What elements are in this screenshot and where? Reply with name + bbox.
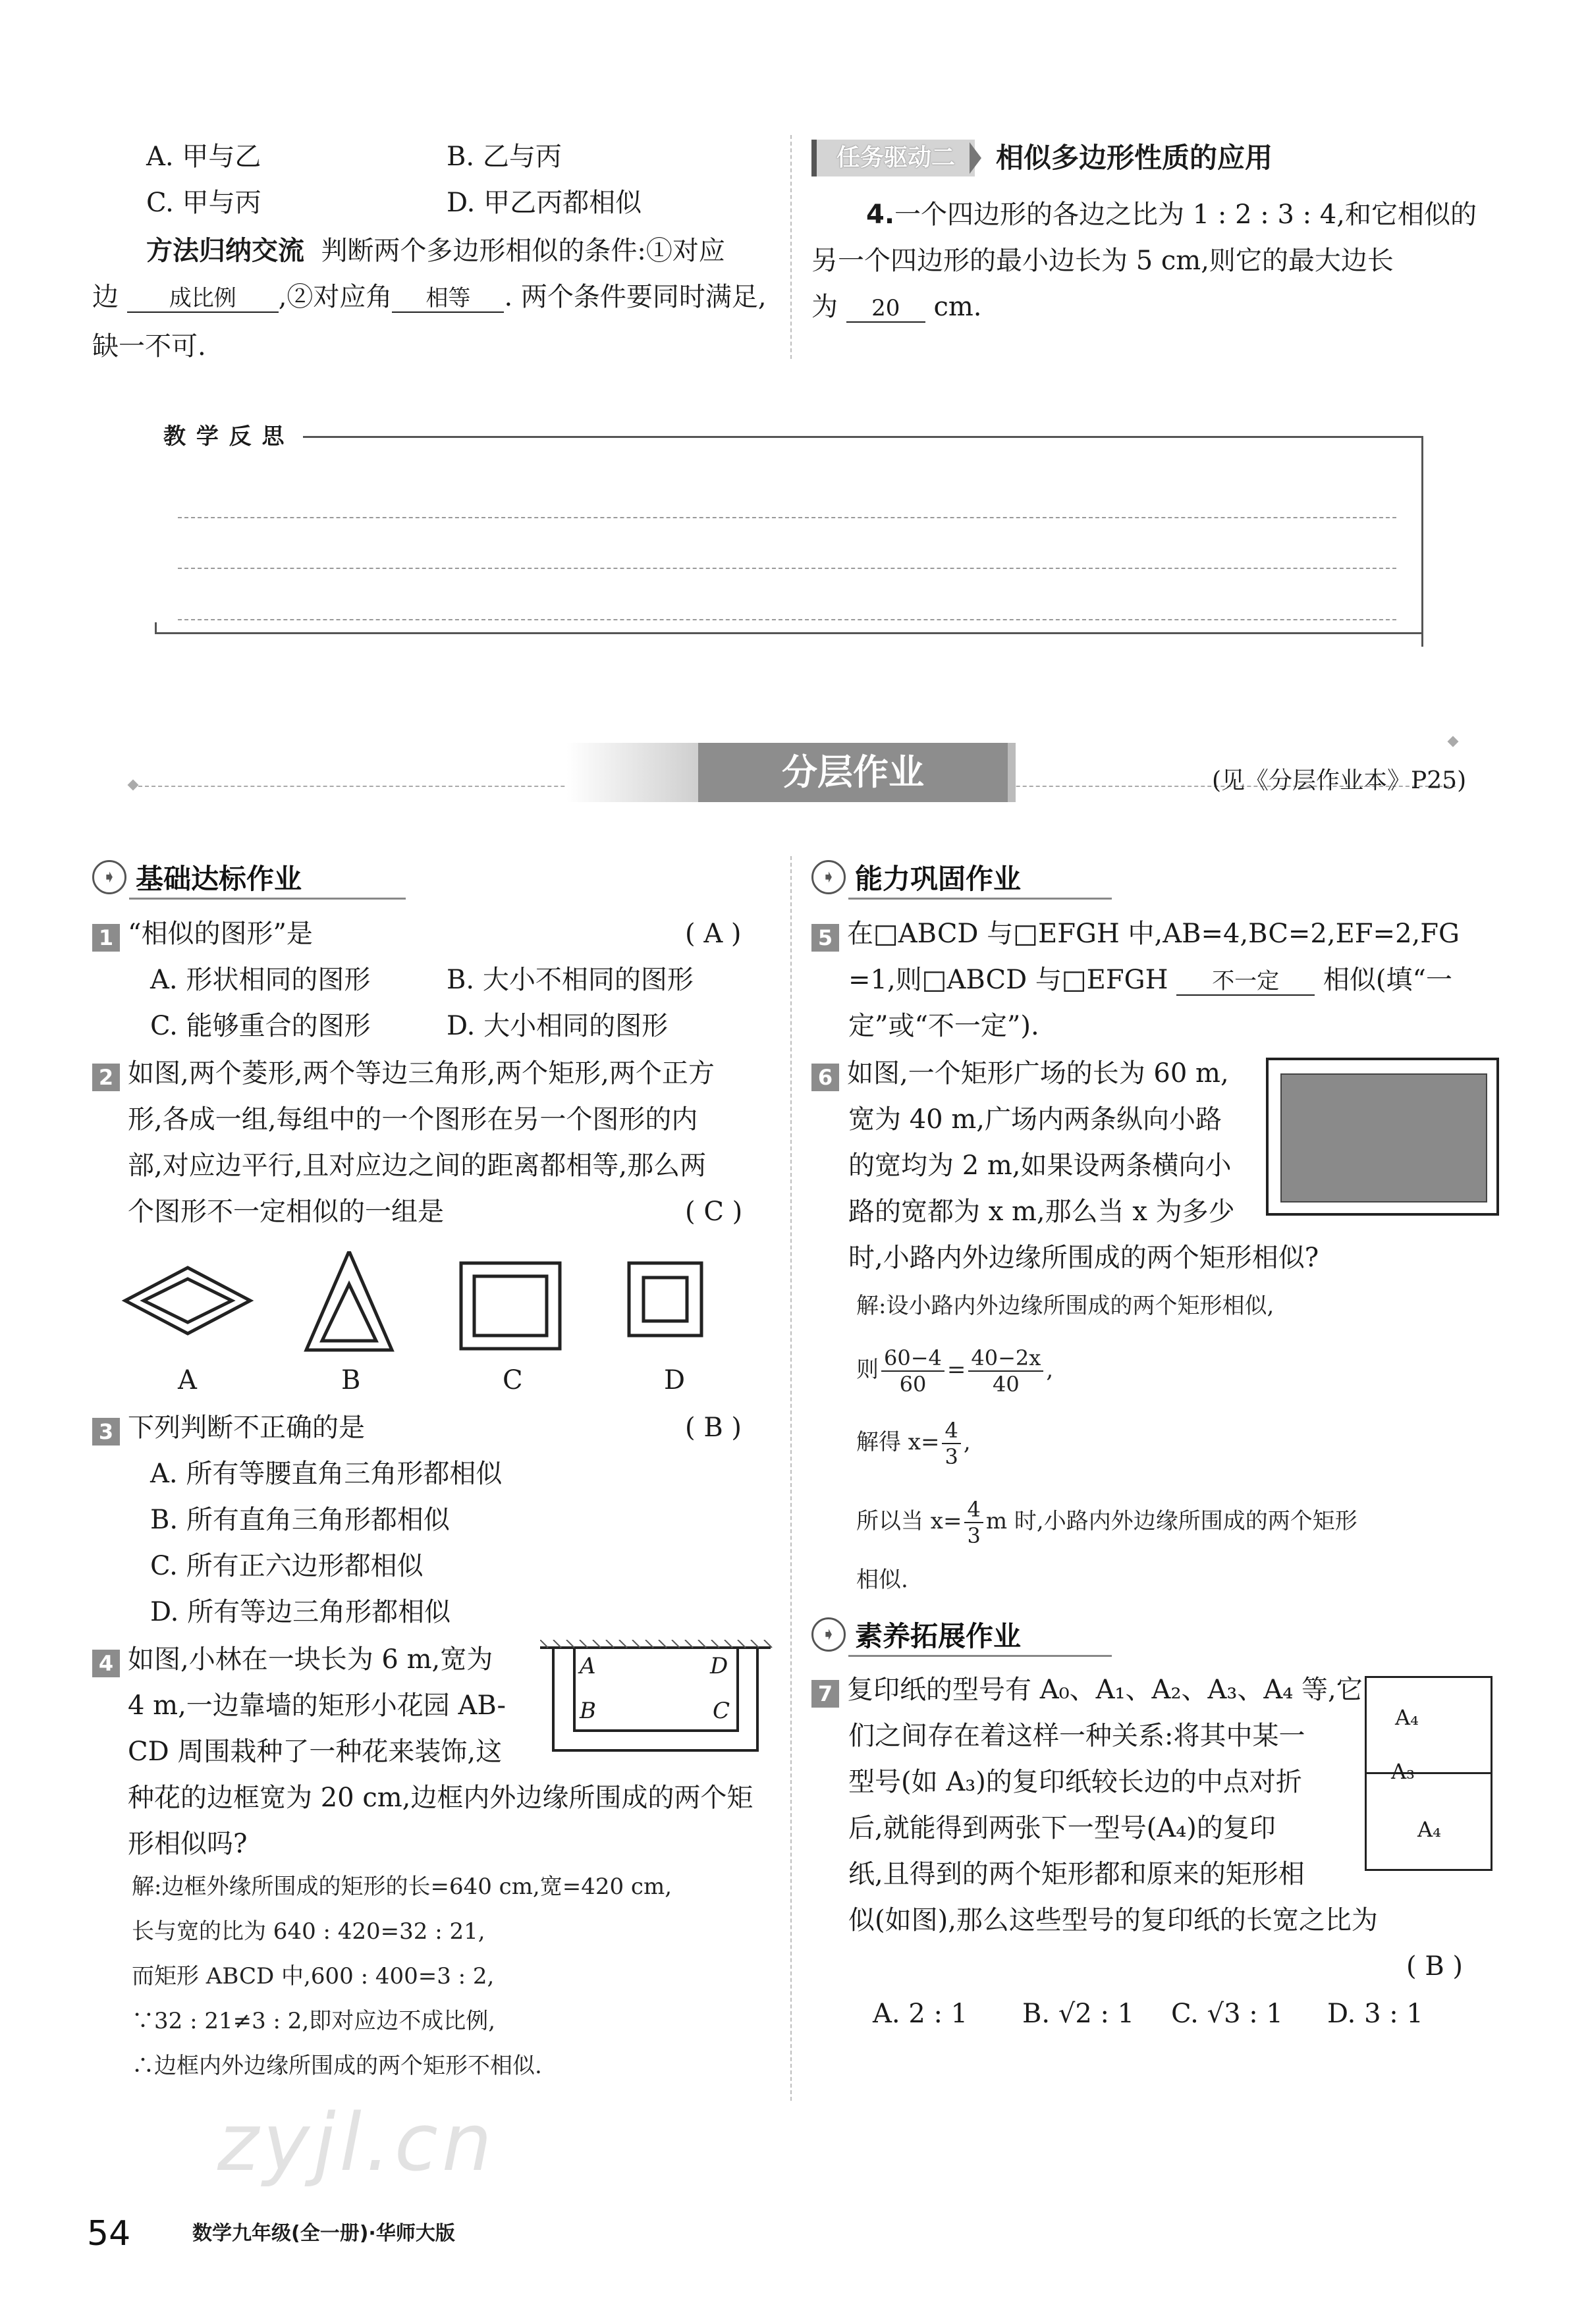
q2-fig-rectangle bbox=[461, 1263, 560, 1349]
q7-opt-b: B. √2 : 1 bbox=[1022, 1999, 1135, 2029]
task-tag-arrow bbox=[970, 142, 981, 174]
banner-rule-dot-right bbox=[1448, 736, 1459, 747]
q6-line2: 宽为 40 m,广场内两条纵向小路 bbox=[848, 1104, 1222, 1135]
q4-top-fill: 20 bbox=[846, 295, 925, 323]
method-text1: 判断两个多边形相似的条件:①对应 bbox=[321, 236, 725, 266]
q4-fig-d: D bbox=[710, 1653, 728, 1679]
q7-line5: 纸,且得到的两个矩形都和原来的矩形相 bbox=[848, 1859, 1305, 1889]
q-opt-c: C. 甲与丙 bbox=[146, 188, 261, 218]
q6-s2-eq: = bbox=[946, 1357, 966, 1383]
q6-frac4 bbox=[964, 1497, 983, 1548]
method-line2 bbox=[92, 280, 767, 314]
q7-answer: ( B ) bbox=[1406, 1951, 1464, 1982]
method-text2a: 边 bbox=[92, 282, 119, 312]
q1-number: 1 bbox=[92, 924, 120, 952]
task-tag-box bbox=[811, 140, 975, 176]
q7-text1: 复印纸的型号有 A₀、A₁、A₂、A₃、A₄ 等,它 bbox=[847, 1675, 1363, 1705]
q7-line3: 型号(如 A₃)的复印纸较长边的中点对折 bbox=[848, 1767, 1302, 1797]
ability-header-label: 能力巩固作业 bbox=[855, 863, 1022, 895]
q4-fig-a: A bbox=[580, 1653, 596, 1679]
q2-fig-rhombus bbox=[125, 1268, 250, 1334]
q1-opt-a: A. 形状相同的图形 bbox=[150, 965, 371, 995]
q5-line1 bbox=[811, 917, 1460, 952]
q6-solution-5: 相似. bbox=[856, 1567, 908, 1593]
watermark: zyjl.cn bbox=[217, 2097, 496, 2189]
q4-top-line1 bbox=[866, 198, 1477, 232]
q6-frac2-den: 40 bbox=[993, 1372, 1020, 1397]
basic-header-label: 基础达标作业 bbox=[136, 863, 302, 895]
q4-top-line2: 另一个四边形的最小边长为 5 cm,则它的最大边长 bbox=[811, 246, 1394, 276]
page-number: 54 bbox=[87, 2214, 131, 2254]
q4-solution-1: 解:边框外缘所围成的矩形的长=640 cm,宽=420 cm, bbox=[132, 1874, 672, 1900]
q6-s2-pre: 则 bbox=[856, 1357, 879, 1383]
header-underline bbox=[848, 892, 1112, 900]
q1-text: “相似的图形”是 bbox=[128, 919, 313, 949]
q4-solution-4: ∵32 : 21≠3 : 2,即对应边不成比例, bbox=[132, 2008, 496, 2034]
q2-line1 bbox=[92, 1056, 715, 1091]
q5-line3: 定”或“不一定”). bbox=[848, 1011, 1039, 1041]
q2-answer: ( C ) bbox=[685, 1197, 743, 1227]
extend-header-label: 素养拓展作业 bbox=[855, 1620, 1022, 1652]
q4-top-num: 4. bbox=[866, 200, 895, 230]
banner-box bbox=[698, 743, 1008, 802]
q6-frac3 bbox=[942, 1418, 960, 1469]
ability-header bbox=[811, 857, 1075, 897]
q6-line5: 时,小路内外边缘所围成的两个矩形相似? bbox=[848, 1243, 1319, 1273]
q2-line4: 个图形不一定相似的一组是 bbox=[128, 1197, 444, 1227]
banner-deco bbox=[566, 743, 698, 802]
q2-text1: 如图,两个菱形,两个等边三角形,两个矩形,两个正方 bbox=[128, 1058, 715, 1089]
q2-fig-label-a: A bbox=[178, 1365, 197, 1395]
method-line3: 缺一不可. bbox=[92, 331, 206, 362]
q6-number: 6 bbox=[811, 1064, 839, 1091]
basic-header bbox=[92, 857, 369, 897]
q4-fig-c: C bbox=[713, 1698, 730, 1724]
q2-fig-triangle bbox=[306, 1251, 392, 1350]
q4-solution-3: 而矩形 ABCD 中,600 : 400=3 : 2, bbox=[132, 1963, 495, 1989]
q6-s3-post: , bbox=[963, 1429, 971, 1455]
q7-line4: 后,就能得到两张下一型号(A₄)的复印 bbox=[848, 1813, 1276, 1843]
reflection-bottom-rule bbox=[155, 632, 1423, 634]
q3-stem bbox=[92, 1411, 365, 1446]
q7-line1 bbox=[811, 1673, 1363, 1708]
q4-top-text3a: 为 bbox=[811, 292, 838, 322]
q-opt-b: B. 乙与丙 bbox=[447, 142, 562, 172]
q6-frac3-num: 4 bbox=[942, 1418, 960, 1444]
q7-line2: 们之间存在着这样一种关系:将其中某一 bbox=[848, 1721, 1305, 1751]
q6-solution-2 bbox=[856, 1343, 1053, 1397]
q4-solution-2: 长与宽的比为 640 : 420=32 : 21, bbox=[132, 1918, 485, 1945]
q2-line2: 形,各成一组,每组中的一个图形在另一个图形的内 bbox=[128, 1104, 698, 1135]
method-text2b: ,②对应角 bbox=[278, 282, 393, 312]
q7-fig-top: A₄ bbox=[1395, 1705, 1419, 1730]
q1-opt-d: D. 大小相同的图形 bbox=[447, 1011, 669, 1041]
q2-line3: 部,对应边平行,且对应边之间的距离都相等,那么两 bbox=[128, 1150, 707, 1181]
q6-frac1-num: 60−4 bbox=[881, 1345, 945, 1372]
q3-opt-a: A. 所有等腰直角三角形都相似 bbox=[150, 1459, 503, 1489]
q-opt-d: D. 甲乙丙都相似 bbox=[447, 188, 642, 218]
q7-opt-a: A. 2 : 1 bbox=[873, 1999, 968, 2029]
q4-line5: 形相似吗? bbox=[128, 1829, 248, 1859]
q5-line2 bbox=[848, 963, 1452, 997]
q4-line1 bbox=[92, 1642, 493, 1677]
q6-solution-3 bbox=[856, 1416, 971, 1469]
q4-top-text3b: cm. bbox=[933, 292, 982, 322]
q6-s4-pre: 所以当 x= bbox=[856, 1508, 962, 1534]
header-underline bbox=[129, 892, 406, 900]
q7-line6: 似(如图),那么这些型号的复印纸的长宽之比为 bbox=[848, 1905, 1378, 1935]
q1-opt-b: B. 大小不相同的图形 bbox=[447, 965, 694, 995]
q6-line3: 的宽均为 2 m,如果设两条横向小 bbox=[848, 1150, 1232, 1181]
q6-frac1 bbox=[881, 1345, 945, 1397]
q4-solution-5: ∴边框内外边缘所围成的两个矩形不相似. bbox=[132, 2053, 542, 2079]
banner-title: 分层作业 bbox=[782, 751, 924, 793]
q6-frac3-den: 3 bbox=[945, 1444, 958, 1469]
q6-line1 bbox=[811, 1056, 1229, 1091]
q6-square-figure bbox=[1266, 1058, 1499, 1216]
q4-fig-b: B bbox=[580, 1698, 596, 1724]
q4-line3: CD 周围栽种了一种花来装饰,这 bbox=[128, 1737, 503, 1767]
banner-box-edge bbox=[1008, 743, 1016, 802]
q3-number: 3 bbox=[92, 1418, 120, 1446]
q6-solution-1: 解:设小路内外边缘所围成的两个矩形相似, bbox=[856, 1293, 1274, 1319]
q-opt-a: A. 甲与乙 bbox=[146, 142, 261, 172]
q3-answer: ( B ) bbox=[685, 1413, 742, 1443]
q6-frac4-den: 3 bbox=[967, 1523, 981, 1548]
method-text2c: . 两个条件要同时满足, bbox=[504, 282, 767, 312]
reflection-title: 教 学 反 思 bbox=[163, 423, 286, 450]
reflection-line bbox=[178, 619, 1396, 620]
q4-top-line3 bbox=[811, 290, 981, 324]
q3-opt-d: D. 所有等边三角形都相似 bbox=[150, 1597, 451, 1627]
q1-stem bbox=[92, 917, 313, 952]
reflection-right-rule bbox=[1421, 436, 1423, 647]
q4-garden-figure bbox=[540, 1640, 777, 1765]
q4-top-text1: 一个四边形的各边之比为 1 : 2 : 3 : 4,和它相似的 bbox=[894, 200, 1477, 230]
column-divider-top bbox=[790, 135, 792, 359]
reflection-left-tick bbox=[155, 622, 157, 634]
q2-fig-label-c: C bbox=[503, 1365, 523, 1395]
q1-answer: ( A ) bbox=[685, 919, 742, 949]
method-fill2: 相等 bbox=[392, 285, 504, 313]
q7-number: 7 bbox=[811, 1680, 839, 1708]
method-summary bbox=[146, 234, 725, 268]
q2-fig-square bbox=[629, 1263, 701, 1336]
header-underline bbox=[848, 1650, 1112, 1657]
q6-solution-4 bbox=[856, 1495, 1357, 1548]
book-title: 数学九年级(全一册)·华师大版 bbox=[192, 2222, 455, 2245]
q4-line4: 种花的边框宽为 20 cm,边框内外边缘所围成的两个矩 bbox=[128, 1783, 753, 1813]
q6-frac2-num: 40−2x bbox=[968, 1345, 1043, 1372]
q7-fig-bot: A₄ bbox=[1417, 1817, 1441, 1842]
method-fill1: 成比例 bbox=[127, 285, 279, 313]
reflection-line bbox=[178, 517, 1396, 518]
q7-fig-mid: A₃ bbox=[1391, 1759, 1415, 1784]
q1-opt-c: C. 能够重合的图形 bbox=[150, 1011, 371, 1041]
q7-opt-c: C. √3 : 1 bbox=[1171, 1999, 1283, 2029]
q6-frac4-num: 4 bbox=[964, 1497, 983, 1523]
reflection-top-rule bbox=[303, 436, 1423, 438]
q5-number: 5 bbox=[811, 924, 839, 952]
q6-line4: 路的宽都为 x m,那么当 x 为多少 bbox=[848, 1197, 1235, 1227]
q6-frac2 bbox=[968, 1345, 1043, 1397]
banner-rule-dot-left bbox=[128, 780, 139, 791]
q6-frac1-den: 60 bbox=[899, 1372, 927, 1397]
task-title: 相似多边形性质的应用 bbox=[996, 142, 1273, 174]
q2-number: 2 bbox=[92, 1064, 120, 1091]
q3-opt-b: B. 所有直角三角形都相似 bbox=[150, 1505, 450, 1535]
q2-fig-label-d: D bbox=[664, 1365, 686, 1395]
q5-text1: 在□ABCD 与□EFGH 中,AB=4,BC=2,EF=2,FG bbox=[847, 919, 1460, 949]
q6-s3-pre: 解得 x= bbox=[856, 1429, 940, 1455]
q4-text1: 如图,小林在一块长为 6 m,宽为 bbox=[128, 1644, 493, 1675]
q5-text2b: 相似(填“一 bbox=[1323, 965, 1452, 995]
q3-text: 下列判断不正确的是 bbox=[128, 1413, 365, 1443]
q4-line2: 4 m,一边靠墙的矩形小花园 AB- bbox=[128, 1690, 507, 1721]
q3-opt-c: C. 所有正六边形都相似 bbox=[150, 1551, 424, 1581]
q7-opt-d: D. 3 : 1 bbox=[1327, 1999, 1423, 2029]
reflection-line bbox=[178, 568, 1396, 569]
arrow-icon: ➧ bbox=[811, 860, 846, 894]
banner-ref: (见《分层作业本》P25) bbox=[1212, 767, 1467, 794]
q5-text2a: =1,则□ABCD 与□EFGH bbox=[848, 965, 1168, 995]
task-tag: 任务驱动二 bbox=[836, 144, 955, 171]
q5-fill: 不一定 bbox=[1176, 968, 1315, 996]
q6-inner-rect bbox=[1280, 1073, 1487, 1203]
q6-text1: 如图,一个矩形广场的长为 60 m, bbox=[847, 1058, 1229, 1089]
q7-fold-line bbox=[1367, 1772, 1491, 1774]
q6-s2-post: , bbox=[1046, 1357, 1054, 1383]
arrow-icon: ➧ bbox=[92, 860, 126, 894]
extend-header bbox=[811, 1615, 1075, 1654]
column-divider-bottom bbox=[790, 856, 792, 2101]
q2-fig-label-b: B bbox=[341, 1365, 361, 1395]
q4-number: 4 bbox=[92, 1650, 120, 1677]
q6-s4-post: m 时,小路内外边缘所围成的两个矩形 bbox=[985, 1508, 1357, 1534]
arrow-icon: ➧ bbox=[811, 1617, 846, 1652]
method-label: 方法归纳交流 bbox=[146, 236, 304, 266]
